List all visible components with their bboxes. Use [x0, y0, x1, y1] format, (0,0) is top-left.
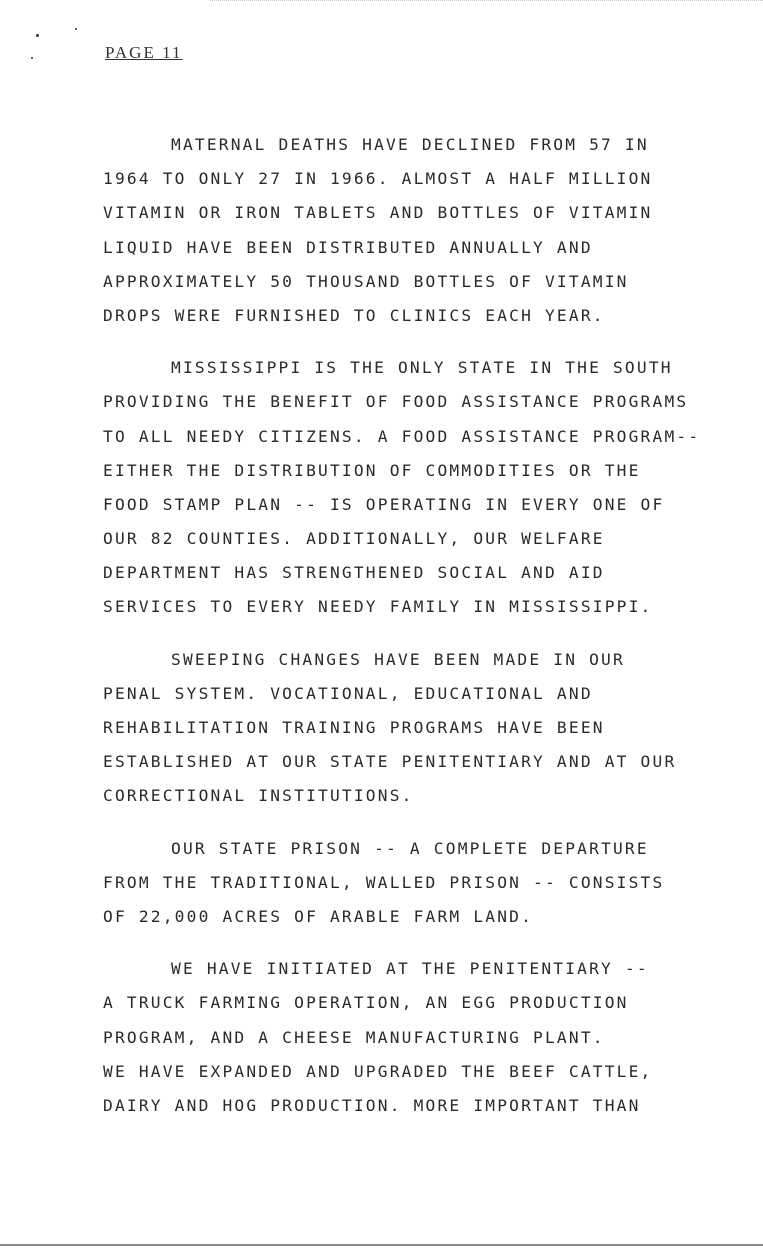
page-number-label: PAGE 11: [105, 43, 183, 62]
text-line: PENAL SYSTEM. VOCATIONAL, EDUCATIONAL AND: [103, 683, 593, 703]
text-line: APPROXIMATELY 50 THOUSAND BOTTLES OF VITAMIN: [103, 271, 629, 291]
text-line: DEPARTMENT HAS STRENGTHENED SOCIAL AND AID: [103, 563, 605, 583]
paragraph-maternal-deaths: [103, 128, 743, 333]
text-line: PROVIDING THE BENEFIT OF FOOD ASSISTANCE PROGRAMS: [103, 392, 689, 412]
paragraph-food-assistance: [103, 351, 743, 625]
text-line: A TRUCK FARMING OPERATION, AN EGG PRODUCTION: [103, 993, 629, 1013]
paragraph-penal-system: [103, 643, 743, 814]
paragraph-penitentiary-programs: [103, 952, 743, 1123]
text-line: REHABILITATION TRAINING PROGRAMS HAVE BEEN: [103, 718, 605, 737]
scan-speck: [75, 28, 77, 30]
document-body: [103, 128, 743, 1141]
text-line: VITAMIN OR IRON TABLETS AND BOTTLES OF VITAMIN: [103, 203, 653, 223]
text-line: FOOD STAMP PLAN -- IS OPERATING IN EVERY ONE OF: [103, 494, 665, 514]
scan-speck: [36, 34, 39, 37]
text-line: EITHER THE DISTRIBUTION OF COMMODITIES OR THE: [103, 460, 641, 480]
text-line: MISSISSIPPI IS THE ONLY STATE IN THE SOUTH: [171, 358, 673, 378]
bottom-edge-rule: [0, 1244, 763, 1246]
text-line: MATERNAL DEATHS HAVE DECLINED FROM 57 IN: [171, 135, 649, 154]
text-line: OUR STATE PRISON -- A COMPLETE DEPARTURE: [171, 838, 649, 858]
text-line: SERVICES TO EVERY NEEDY FAMILY IN MISSISSIPPI.: [103, 597, 653, 617]
scan-speck: [31, 57, 33, 59]
text-line: DROPS WERE FURNISHED TO CLINICS EACH YEAR.: [103, 305, 605, 325]
paragraph-state-prison: [103, 832, 743, 935]
text-line: ESTABLISHED AT OUR STATE PENITENTIARY AND AT OUR: [103, 752, 677, 772]
text-line: OF 22,000 ACRES OF ARABLE FARM LAND.: [103, 906, 534, 926]
top-edge-dotted-rule: [210, 0, 763, 3]
text-line: PROGRAM, AND A CHEESE MANUFACTURING PLANT.: [103, 1027, 605, 1047]
text-line: DAIRY AND HOG PRODUCTION. MORE IMPORTANT THAN: [103, 1095, 641, 1115]
text-line: TO ALL NEEDY CITIZENS. A FOOD ASSISTANCE PROGRAM--: [103, 426, 701, 446]
text-line: OUR 82 COUNTIES. ADDITIONALLY, OUR WELFARE: [103, 529, 605, 549]
text-line: WE HAVE EXPANDED AND UPGRADED THE BEEF CATTLE,: [103, 1061, 653, 1081]
text-line: SWEEPING CHANGES HAVE BEEN MADE IN OUR: [171, 649, 625, 669]
text-line: LIQUID HAVE BEEN DISTRIBUTED ANNUALLY AND: [103, 237, 593, 257]
text-line: CORRECTIONAL INSTITUTIONS.: [103, 786, 414, 806]
text-line: FROM THE TRADITIONAL, WALLED PRISON -- CONSISTS: [103, 872, 665, 892]
text-line: 1964 TO ONLY 27 IN 1966. ALMOST A HALF MILLION: [103, 169, 653, 189]
text-line: WE HAVE INITIATED AT THE PENITENTIARY --: [171, 959, 649, 979]
